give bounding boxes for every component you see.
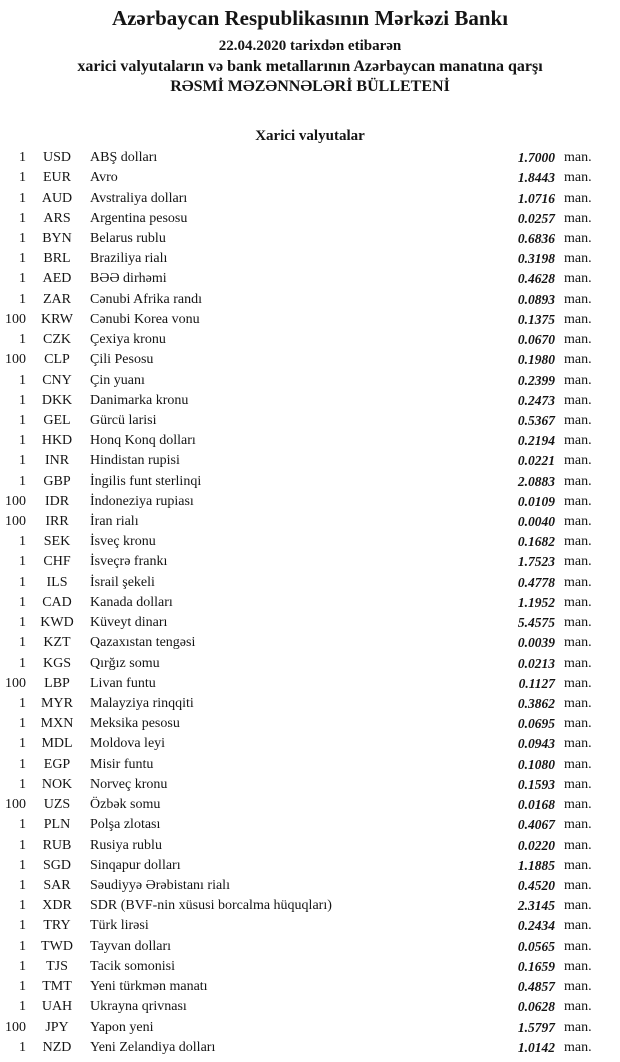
exchange-rate-value: 0.1659 [517,958,555,974]
currency-code: ILS [46,574,68,590]
exchange-rate-value: 0.0109 [517,493,555,509]
table-row [0,977,620,997]
currency-code: SAR [43,877,71,893]
exchange-rate-value: 1.0142 [517,1039,555,1055]
currency-quantity: 1 [19,958,26,974]
currency-quantity: 1 [19,716,26,732]
exchange-rate-value: 0.0695 [517,716,555,732]
currency-code: XDR [42,898,72,914]
currency-code: AUD [41,190,73,206]
currency-quantity: 1 [19,372,26,388]
currency-code: CHF [43,554,71,570]
table-row [0,916,620,936]
table-row [0,431,620,451]
currency-quantity: 100 [5,797,26,813]
unit-label: man. [564,716,592,732]
currency-code: GBP [43,473,71,489]
currency-name: Argentina pesosu [90,210,188,226]
currency-quantity: 1 [19,332,26,348]
currency-quantity: 1 [19,473,26,489]
exchange-rate-value: 0.2194 [517,433,555,449]
table-row [0,512,620,532]
currency-name: Avstraliya dolları [90,190,188,206]
currency-name: Yeni Zelandiya dolları [90,1039,216,1055]
currency-quantity: 1 [19,938,26,954]
currency-code: BYN [42,230,72,246]
currency-code: CNY [42,372,72,388]
table-row [0,1038,620,1058]
currency-name: Braziliya rialı [90,251,168,267]
unit-label: man. [564,635,592,651]
currency-code: MYR [41,696,73,712]
unit-label: man. [564,837,592,853]
currency-name: İngilis funt sterlinqi [90,473,202,489]
currency-quantity: 1 [19,837,26,853]
currency-code: ZAR [43,291,71,307]
currency-quantity: 1 [19,433,26,449]
currency-quantity: 1 [19,756,26,772]
table-row [0,552,620,572]
bulletin-subtitle: xarici valyutaların və bank metallarının Azərbaycan manatına qarşı [77,58,543,75]
table-row [0,391,620,411]
currency-code: RUB [42,837,72,853]
table-row [0,896,620,916]
exchange-rates-table [0,148,620,1058]
exchange-rate-value: 1.5797 [517,1019,555,1035]
table-row [0,330,620,350]
currency-quantity: 1 [19,898,26,914]
exchange-rate-value: 2.3145 [517,898,555,914]
table-row [0,148,620,168]
exchange-rate-value: 0.1080 [517,756,555,772]
table-row [0,937,620,957]
unit-label: man. [564,1019,592,1035]
exchange-rate-value: 0.3862 [517,696,555,712]
currency-quantity: 1 [19,857,26,873]
currency-code: SEK [43,534,71,550]
currency-name: Kanada dolları [90,594,173,610]
currency-quantity: 100 [5,311,26,327]
unit-label: man. [564,271,592,287]
table-row [0,613,620,633]
exchange-rate-value: 0.0221 [517,453,555,469]
currency-quantity: 1 [19,412,26,428]
currency-code: IDR [44,493,70,509]
currency-code: JPY [45,1019,69,1035]
unit-label: man. [564,898,592,914]
currency-code: UAH [41,999,73,1015]
exchange-rate-value: 0.6836 [517,230,555,246]
currency-name: Çin yuanı [90,372,145,388]
currency-quantity: 1 [19,696,26,712]
unit-label: man. [564,655,592,671]
table-row [0,573,620,593]
currency-code: BRL [43,251,71,267]
exchange-rate-value: 1.7523 [517,554,555,570]
currency-quantity: 1 [19,554,26,570]
unit-label: man. [564,736,592,752]
table-row [0,795,620,815]
currency-quantity: 1 [19,291,26,307]
unit-label: man. [564,210,592,226]
currency-name: Avro [90,170,118,186]
unit-label: man. [564,574,592,590]
currency-name: İsveç kronu [90,534,156,550]
table-row [0,593,620,613]
currency-name: Rusiya rublu [90,837,162,853]
exchange-rate-value: 1.7000 [517,150,555,166]
currency-name: Gürcü larisi [90,412,157,428]
currency-name: ABŞ dolları [90,150,158,166]
unit-label: man. [564,291,592,307]
table-row [0,290,620,310]
currency-quantity: 100 [5,675,26,691]
table-row [0,957,620,977]
unit-label: man. [564,352,592,368]
exchange-rate-value: 0.4778 [517,574,555,590]
table-row [0,835,620,855]
table-row [0,815,620,835]
table-row [0,755,620,775]
unit-label: man. [564,332,592,348]
table-row [0,997,620,1017]
exchange-rate-value: 0.0943 [517,736,555,752]
unit-label: man. [564,857,592,873]
exchange-rate-value: 0.0213 [517,655,555,671]
unit-label: man. [564,797,592,813]
currency-quantity: 1 [19,877,26,893]
currency-code: NZD [42,1039,72,1055]
currency-code: CAD [42,594,72,610]
table-row [0,451,620,471]
currency-quantity: 100 [5,352,26,368]
table-row [0,472,620,492]
currency-name: Honq Konq dolları [90,433,196,449]
currency-name: Cənubi Afrika randı [90,291,202,307]
exchange-rate-value: 0.5367 [517,412,555,428]
currency-code: KWD [40,615,74,631]
unit-label: man. [564,190,592,206]
exchange-rate-value: 0.1127 [518,675,555,691]
currency-quantity: 1 [19,776,26,792]
unit-label: man. [564,958,592,974]
currency-code: TWD [41,938,73,954]
currency-name: İsrail şekeli [90,574,155,590]
section-title-foreign-currencies: Xarici valyutalar [255,128,365,144]
currency-code: CLP [44,352,70,368]
table-row [0,1017,620,1037]
unit-label: man. [564,514,592,530]
exchange-rate-value: 0.0257 [517,210,555,226]
currency-code: KGS [42,655,71,671]
currency-quantity: 1 [19,150,26,166]
table-row [0,532,620,552]
currency-code: MXN [40,716,74,732]
table-row [0,188,620,208]
currency-code: PLN [43,817,71,833]
currency-quantity: 1 [19,534,26,550]
currency-quantity: 1 [19,230,26,246]
currency-name: Ukrayna qrivnası [90,999,187,1015]
exchange-rate-value: 2.0883 [517,473,555,489]
table-row [0,269,620,289]
currency-name: İndoneziya rupiası [90,493,194,509]
currency-name: Polşa zlotası [90,817,161,833]
unit-label: man. [564,433,592,449]
currency-quantity: 1 [19,392,26,408]
currency-name: Qırğız somu [90,655,160,671]
exchange-rate-value: 1.1952 [517,594,555,610]
currency-name: Danimarka kronu [90,392,189,408]
unit-label: man. [564,170,592,186]
currency-name: Misir funtu [90,756,154,772]
currency-code: CZK [43,332,71,348]
currency-name: Çexiya kronu [90,332,166,348]
currency-name: SDR (BVF-nin xüsusi borcalma hüquqları) [90,898,332,914]
currency-quantity: 1 [19,574,26,590]
unit-label: man. [564,776,592,792]
exchange-rate-value: 0.3198 [517,251,555,267]
currency-name: Qazaxıstan tengəsi [90,635,196,651]
currency-quantity: 1 [19,979,26,995]
table-row [0,249,620,269]
currency-code: UZS [43,797,71,813]
currency-quantity: 1 [19,635,26,651]
unit-label: man. [564,150,592,166]
unit-label: man. [564,877,592,893]
unit-label: man. [564,473,592,489]
exchange-rate-value: 0.0039 [517,635,555,651]
currency-code: HKD [41,433,73,449]
unit-label: man. [564,594,592,610]
currency-name: Norveç kronu [90,776,168,792]
currency-code: ARS [43,210,71,226]
exchange-rate-value: 0.0628 [517,999,555,1015]
effective-date-line: 22.04.2020 tarixdən etibarən [218,38,402,54]
currency-quantity: 1 [19,1039,26,1055]
table-row [0,310,620,330]
currency-quantity: 1 [19,999,26,1015]
exchange-rate-value: 0.1980 [517,352,555,368]
unit-label: man. [564,453,592,469]
exchange-rate-value: 0.2434 [517,918,555,934]
currency-name: Tacik somonisi [90,958,175,974]
unit-label: man. [564,675,592,691]
currency-quantity: 1 [19,918,26,934]
exchange-rate-value: 0.0893 [517,291,555,307]
unit-label: man. [564,918,592,934]
exchange-rate-value: 0.4520 [517,877,555,893]
exchange-rate-value: 0.1682 [517,534,555,550]
unit-label: man. [564,493,592,509]
currency-code: MDL [41,736,73,752]
currency-name: Livan funtu [90,675,156,691]
exchange-rate-value: 0.0220 [517,837,555,853]
currency-code: EUR [43,170,71,186]
exchange-rate-value: 0.0670 [517,332,555,348]
unit-label: man. [564,817,592,833]
currency-code: GEL [43,412,71,428]
table-row [0,209,620,229]
exchange-rate-value: 0.0565 [517,938,555,954]
exchange-rate-value: 1.0716 [517,190,555,206]
currency-code: AED [42,271,72,287]
currency-quantity: 1 [19,210,26,226]
currency-name: İsveçrə frankı [90,554,168,570]
table-row [0,714,620,734]
unit-label: man. [564,412,592,428]
currency-code: KZT [43,635,71,651]
table-row [0,775,620,795]
unit-label: man. [564,756,592,772]
table-row [0,411,620,431]
currency-name: Meksika pesosu [90,716,180,732]
unit-label: man. [564,392,592,408]
currency-code: USD [42,150,71,166]
currency-quantity: 1 [19,251,26,267]
currency-quantity: 1 [19,453,26,469]
exchange-rate-value: 0.4628 [517,271,555,287]
exchange-rate-value: 0.0168 [517,797,555,813]
currency-code: KRW [41,311,73,327]
exchange-rate-value: 0.4067 [517,817,555,833]
exchange-rate-value: 0.1593 [517,776,555,792]
bulletin-header [0,0,620,96]
currency-name: Küveyt dinarı [90,615,168,631]
currency-quantity: 100 [5,493,26,509]
table-row [0,876,620,896]
currency-quantity: 1 [19,655,26,671]
currency-name: Çili Pesosu [90,352,154,368]
currency-name: Moldova leyi [90,736,166,752]
table-row [0,856,620,876]
table-row [0,694,620,714]
exchange-rate-value: 0.4857 [517,979,555,995]
bank-title: Azərbaycan Respublikasının Mərkəzi Bankı [111,6,509,30]
currency-code: LBP [44,675,70,691]
unit-label: man. [564,615,592,631]
exchange-rate-value: 1.8443 [517,170,555,186]
currency-quantity: 1 [19,817,26,833]
unit-label: man. [564,534,592,550]
unit-label: man. [564,230,592,246]
currency-code: TJS [46,958,68,974]
currency-code: TRY [43,918,71,934]
currency-name: Türk lirəsi [90,918,149,934]
exchange-rate-value: 0.1375 [517,311,555,327]
unit-label: man. [564,372,592,388]
currency-name: Səudiyyə Ərəbistanı rialı [90,877,230,893]
table-row [0,370,620,390]
exchange-rate-value: 1.1885 [517,857,555,873]
currency-name: Yeni türkmən manatı [90,979,208,995]
currency-quantity: 1 [19,615,26,631]
table-row [0,168,620,188]
currency-code: INR [44,453,70,469]
currency-code: SGD [42,857,71,873]
currency-quantity: 1 [19,170,26,186]
unit-label: man. [564,999,592,1015]
currency-quantity: 1 [19,594,26,610]
currency-quantity: 1 [19,190,26,206]
bulletin-title: RƏSMİ MƏZƏNNƏLƏRİ BÜLLETENİ [170,78,450,95]
currency-name: Cənubi Korea vonu [90,311,200,327]
currency-code: DKK [41,392,73,408]
currency-quantity: 100 [5,1019,26,1035]
table-row [0,350,620,370]
exchange-rate-value: 0.2473 [517,392,555,408]
currency-quantity: 100 [5,514,26,530]
currency-quantity: 1 [19,271,26,287]
unit-label: man. [564,554,592,570]
table-row [0,633,620,653]
table-row [0,653,620,673]
unit-label: man. [564,1039,592,1055]
unit-label: man. [564,311,592,327]
table-row [0,734,620,754]
currency-name: Tayvan dolları [90,938,172,954]
exchange-rate-value: 0.0040 [517,514,555,530]
currency-name: BƏƏ dirhəmi [90,271,167,287]
currency-code: EGP [43,756,71,772]
table-row [0,229,620,249]
currency-name: Hindistan rupisi [90,453,180,469]
currency-code: IRR [45,514,69,530]
currency-name: Belarus rublu [90,230,166,246]
currency-name: Sinqapur dolları [90,857,181,873]
currency-name: Malayziya rinqqiti [90,696,194,712]
unit-label: man. [564,696,592,712]
currency-name: İran rialı [90,514,139,530]
currency-code: TMT [42,979,72,995]
currency-quantity: 1 [19,736,26,752]
table-row [0,492,620,512]
currency-code: NOK [41,776,73,792]
currency-name: Yapon yeni [90,1019,154,1035]
unit-label: man. [564,938,592,954]
currency-name: Özbək somu [90,797,161,813]
unit-label: man. [564,251,592,267]
table-row [0,674,620,694]
exchange-rate-value: 0.2399 [517,372,555,388]
exchange-rate-value: 5.4575 [517,615,555,631]
unit-label: man. [564,979,592,995]
